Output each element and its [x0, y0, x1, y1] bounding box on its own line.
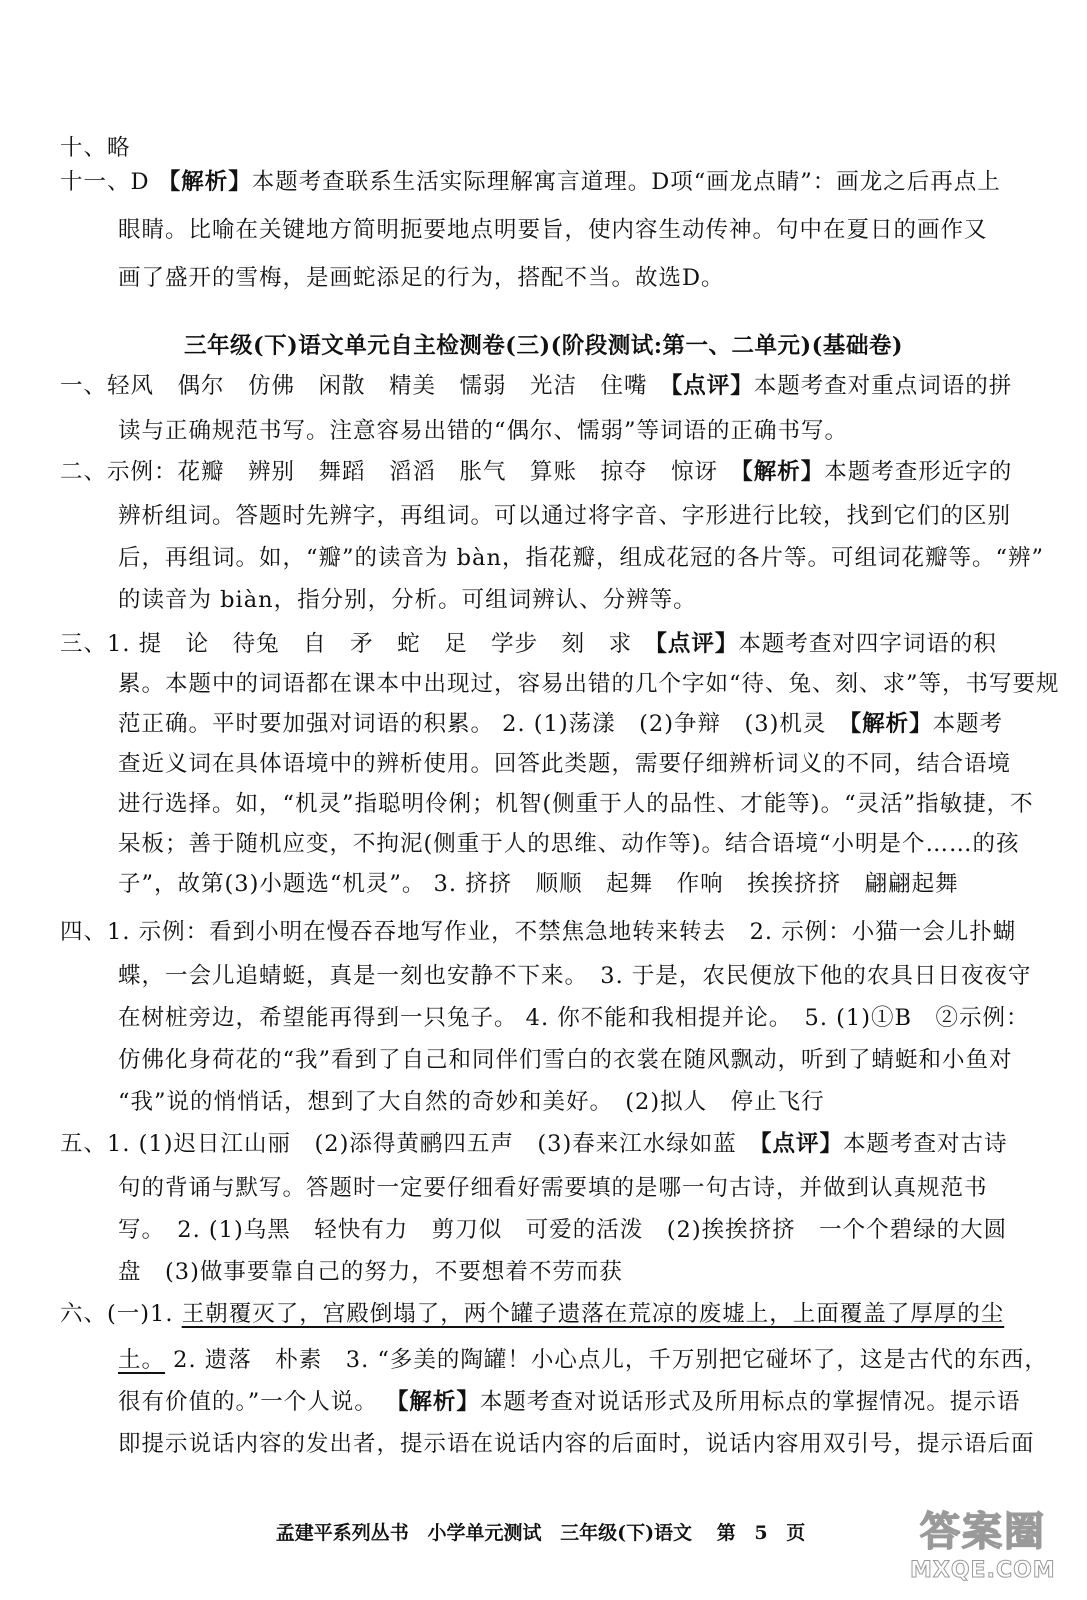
s4-line-5: “我”说的悄悄话，想到了大自然的奇妙和美好。 (2)拟人 停止飞行	[118, 1089, 825, 1115]
s4-line-4: 仿佛化身荷花的“我”看到了自己和同伴们雪白的衣裳在随风飘动，听到了蜻蜓和小鱼对	[118, 1047, 1013, 1073]
page-number	[711, 1522, 812, 1544]
answer-text: 一、轻风 偶尔 仿佛 闲散 精美 懦弱 光洁 住嘴	[60, 373, 672, 399]
s1-line-2: 读与正确规范书写。注意容易出错的“偶尔、懦弱”等词语的正确书写。	[118, 418, 849, 444]
s4-line-2: 蝶，一会儿追蜻蜓，真是一刻也安静不下来。 3. 于是，农民便放下他的农具日日夜夜守	[118, 963, 1032, 989]
s6-line-4: 即提示说话内容的发出者，提示语在说话内容的后面时，说话内容用双引号，提示语后面	[118, 1431, 1035, 1457]
analysis-tag: 【解析】	[385, 1389, 480, 1415]
section-heading: 三年级(下)语文单元自主检测卷(三)(阶段测试:第一、二单元)(基础卷)	[184, 333, 903, 359]
comment-tag: 【点评】	[655, 631, 739, 657]
s5-line-2: 句的背诵与默写。答题时一定要仔细看好需要填的是哪一句古诗，并做到认真规范书	[118, 1175, 988, 1201]
answer-number: 十一、D	[60, 169, 158, 195]
s3-line-4: 查近义词在具体语境中的辨析使用。回答此类题，需要仔细辨析词义的不同，结合语境	[118, 751, 1012, 777]
series-name: 孟建平系列丛书	[275, 1522, 409, 1544]
s5-line-1	[60, 1124, 1040, 1164]
s5-line-4: 盘 (3)做事要靠自己的努力，不要想着不劳而获	[118, 1259, 623, 1285]
analysis-tag: 【解析】	[741, 459, 825, 485]
grade-subject: 三年级(下)语文	[560, 1522, 693, 1544]
answer-11-line-1	[60, 162, 1040, 202]
book-name: 小学单元测试	[427, 1522, 542, 1544]
underlined-answer: 王朝覆灭了，宫殿倒塌了，两个罐子遗落在荒凉的废墟上，上面覆盖了厚厚的尘	[181, 1301, 1005, 1327]
underlined-answer: 土。	[118, 1347, 166, 1373]
s5-line-3: 写。 2. (1)乌黑 轻快有力 剪刀似 可爱的活泼 (2)挨挨挤挤 一个个碧绿的大圆	[118, 1217, 1008, 1243]
comment-tag: 【点评】	[671, 373, 754, 399]
answer-text: 范正确。平时要加强对词语的积累。 2. (1)荡漾 (2)争辩 (3)机灵	[118, 711, 850, 737]
s2-line-2: 辨析组词。答题时先辨字，再组词。可以通过将字音、字形进行比较，找到它们的区别	[118, 503, 1012, 529]
analysis-tag: 【解析】	[849, 711, 933, 737]
answer-text: 三、1. 提 论 待兔 自 矛 蛇 足 学步 刻 求	[60, 631, 656, 657]
s6-line-1	[60, 1294, 1040, 1334]
s3-line-1	[60, 624, 1040, 664]
s3-line-6: 呆板；善于随机应变，不拘泥(侧重于人的思维、动作等)。结合语境“小明是个……的孩	[118, 831, 1020, 857]
answer-11-line-3: 画了盛开的雪梅，是画蛇添足的行为，搭配不当。故选D。	[118, 265, 725, 291]
answer-text: 本题考查对说话形式及所用标点的掌握情况。提示语	[479, 1389, 1021, 1415]
s3-line-7: 子”，故第(3)小题选“机灵”。 3. 挤挤 顺顺 起舞 作响 挨挨挤挤 翩翩起舞	[118, 871, 959, 897]
s3-line-5: 进行选择。如，“机灵”指聪明伶俐；机智(侧重于人的品性、才能等)。“灵活”指敏捷，不	[118, 791, 1034, 817]
answer-text: 二、示例：花瓣 辨别 舞蹈 滔滔 胀气 算账 掠夺 惊讶	[60, 459, 742, 485]
comment-tag: 【点评】	[760, 1131, 844, 1157]
s4-line-1: 四、1. 示例：看到小明在慢吞吞地写作业，不禁焦急地转来转去 2. 示例：小猫一会儿扑蝴	[60, 919, 1017, 945]
answer-text: 本题考查对四字词语的积	[738, 631, 997, 657]
s3-line-3	[118, 704, 1004, 744]
answer-text: 六、(一)1.	[60, 1301, 182, 1327]
s3-line-2: 累。本题中的词语都在课本中出现过，容易出错的几个字如“待、兔、刻、求”等，书写要规	[118, 671, 1060, 697]
page-prefix: 第	[716, 1522, 736, 1544]
answer-text: 2. 遗落 朴素 3. “多美的陶罐！小心点儿，千万别把它碰坏了，这是古代的东西，	[165, 1347, 1048, 1373]
s2-line-1	[60, 452, 1040, 492]
answer-text: 本题考	[932, 711, 1004, 737]
answer-text: 本题考查对古诗	[843, 1131, 1008, 1157]
answer-text: 本题考查对重点词语的拼	[753, 373, 1013, 399]
s6-line-2	[118, 1340, 1048, 1380]
page-suffix: 页	[786, 1522, 806, 1544]
s4-line-3: 在树桩旁边，希望能再得到一只兔子。 4. 你不能和我相提并论。 5. (1)①B ②示例：	[118, 1005, 1030, 1031]
watermark-url: MXQE.COM	[910, 1558, 1056, 1583]
watermark-logo	[900, 1500, 1080, 1595]
answer-text: 本题考查联系生活实际理解寓言道理。D项“画龙点睛”：画龙之后再点上	[251, 169, 1001, 195]
s6-line-3	[118, 1382, 1021, 1422]
answer-11-line-2: 眼睛。比喻在关键地方简明扼要地点明要旨，使内容生动传神。句中在夏日的画作又	[118, 217, 988, 243]
s1-line-1	[60, 366, 1040, 406]
answer-text: 很有价值的。”一个人说。	[118, 1389, 386, 1415]
analysis-tag: 【解析】	[157, 169, 252, 195]
answer-text: 十、略	[60, 135, 131, 161]
page-num: 5	[754, 1522, 768, 1544]
watermark-text: 答案圈	[920, 1508, 1046, 1555]
answer-text: 五、1. (1)迟日江山丽 (2)添得黄鹂四五声 (3)春来江水绿如蓝	[60, 1131, 761, 1157]
s2-line-4: 的读音为 biàn，指分别，分析。可组词辨认、分辨等。	[118, 587, 697, 613]
s2-line-3: 后，再组词。如，“瓣”的读音为 bàn，指花瓣，组成花冠的各片等。可组词花瓣等。“辨”	[118, 545, 1044, 571]
answer-text: 本题考查形近字的	[824, 459, 1013, 485]
